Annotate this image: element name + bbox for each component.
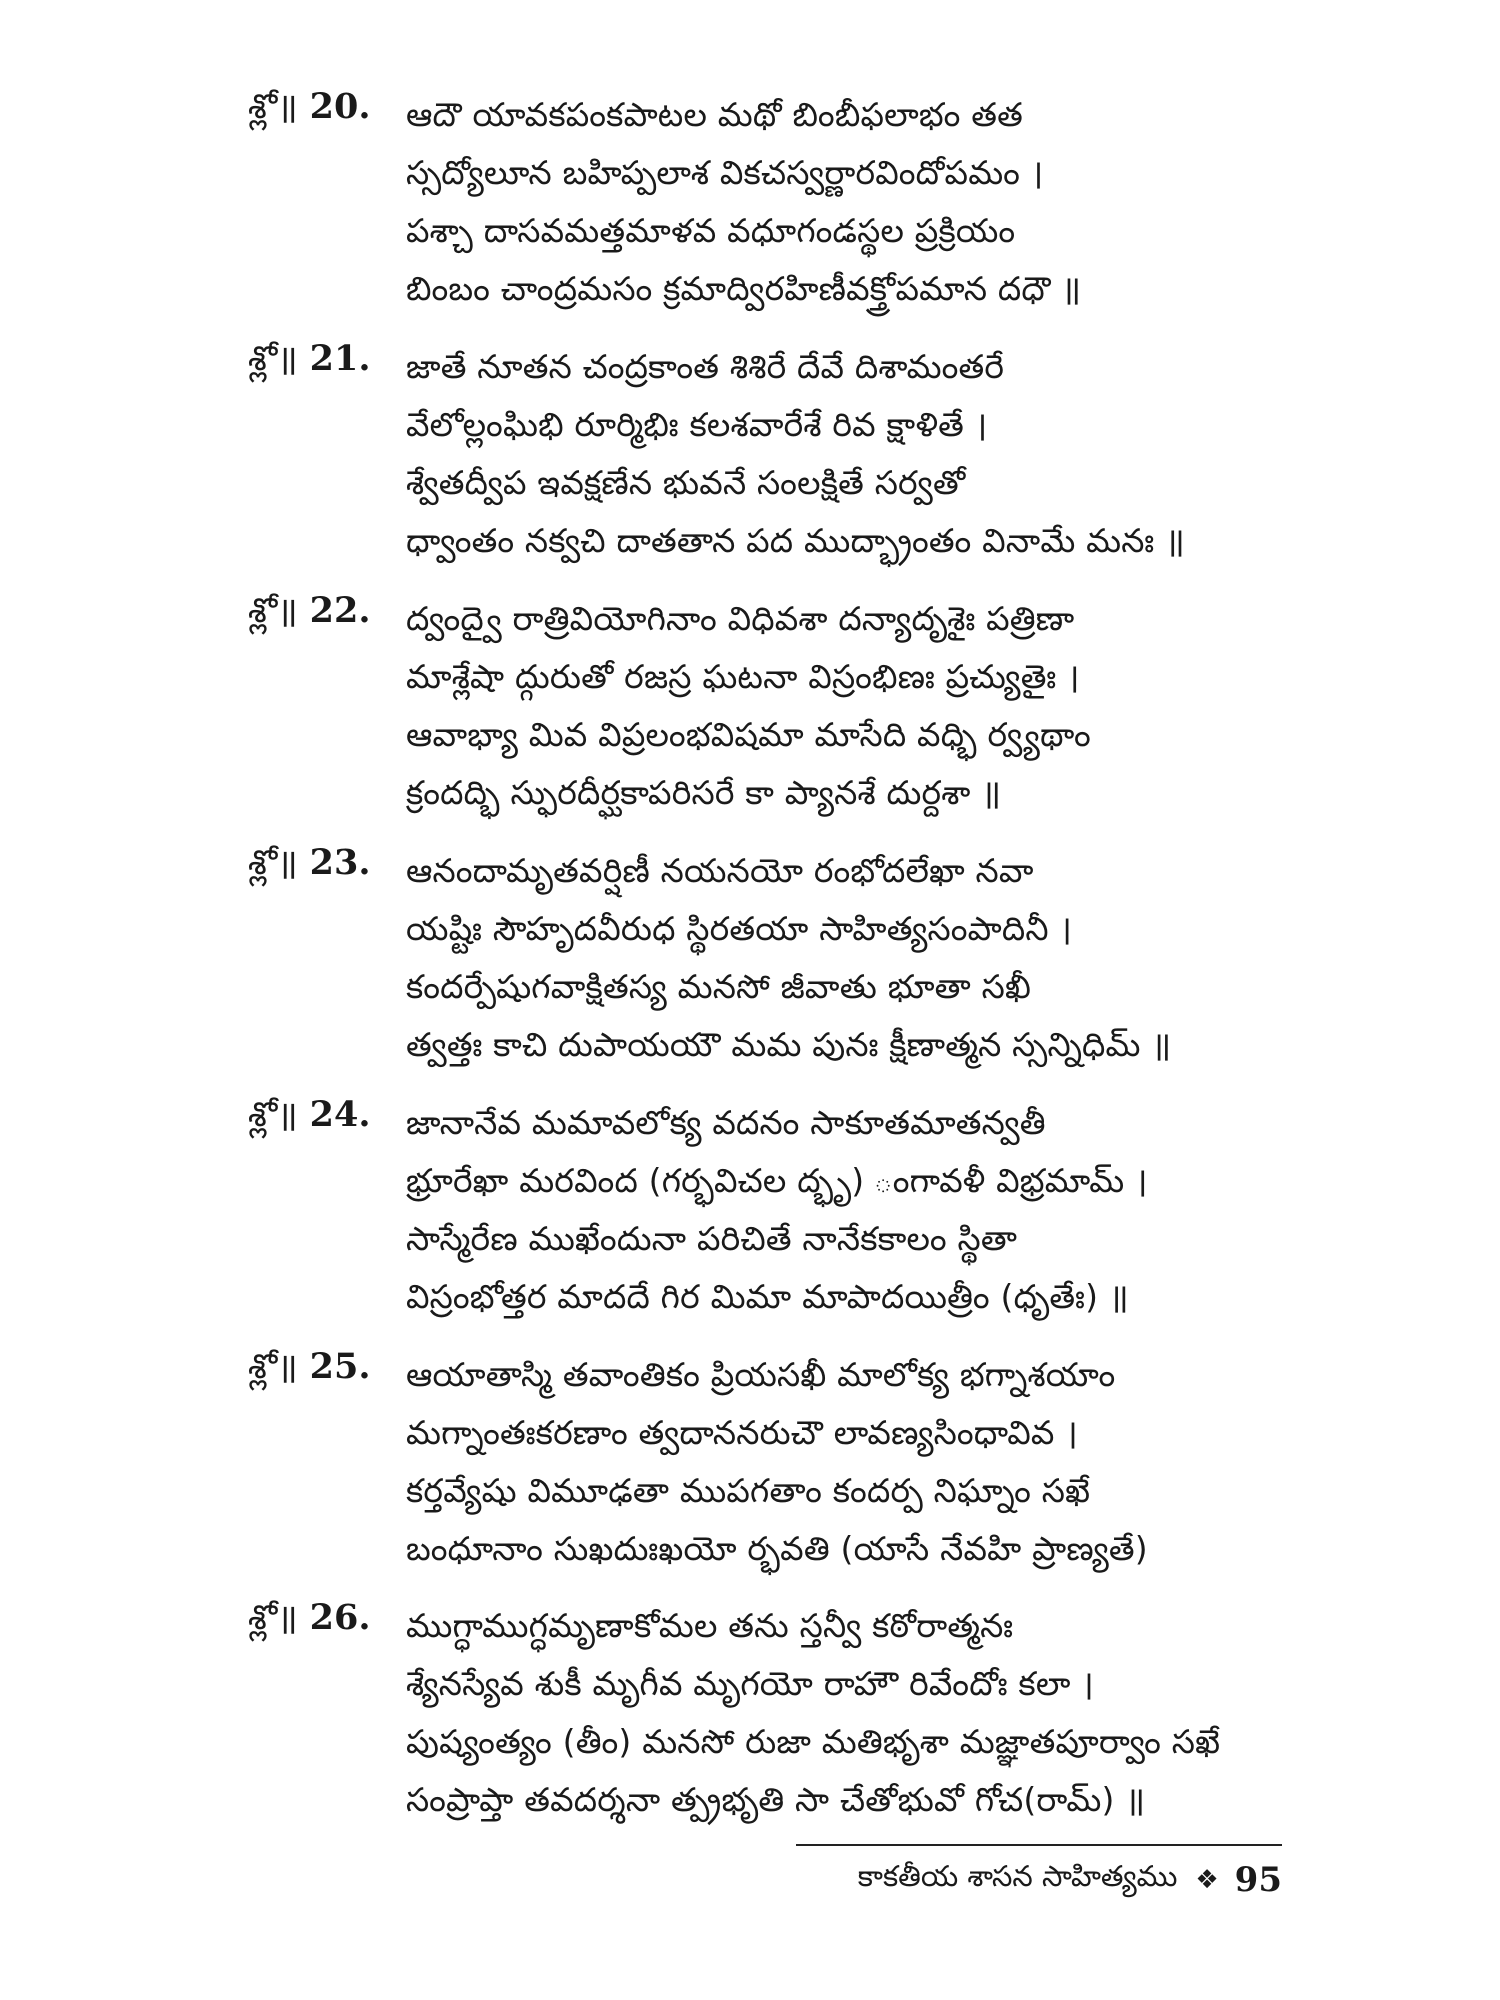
verse-lines <box>406 1346 1148 1578</box>
verse-line: వేలోల్లంఘిభి రూర్మిభిః కలశవారేశే రివ క్షాళితే । <box>406 405 988 444</box>
page-footer <box>796 1858 1282 1902</box>
verse-number: 23. <box>309 842 371 883</box>
shloka-label: శ్లో॥ <box>248 339 298 379</box>
shloka-label: శ్లో॥ <box>248 1598 298 1638</box>
verse-line: విస్రంభోత్తర మాదదే గిర మిమా మాపాదయిత్రీం (ధృతేః) ॥ <box>406 1277 1129 1316</box>
verse-line: ఆవాభ్యా మివ విప్రలంభవిషమా మాసేది వధ్భి ర్వ్యథాం <box>406 715 1091 754</box>
verse-lines <box>406 338 1185 570</box>
shloka-label: శ్లో॥ <box>248 87 298 127</box>
verse-line: యష్టిః సౌహృదవీరుధ స్థిరతయా సాహిత్యసంపాదినీ । <box>406 909 1073 948</box>
verse-line: పుష్యంత్యం (తీం) మనసో రుజా మతిభృశా మజ్ఞాతపూర్వాం సఖే <box>406 1722 1221 1761</box>
verse-lines <box>406 1094 1148 1326</box>
verse-number: 21. <box>309 338 371 379</box>
verse-header <box>248 338 371 387</box>
verse-number: 22. <box>309 590 371 631</box>
verse-line: బింబం చాంద్రమసం క్రమాద్విరహిణీవక్త్రోపమాన దధౌ ॥ <box>406 269 1082 308</box>
verse-line: సంప్రాప్తా తవదర్శనా త్ప్రభృతి సా చేతోభువో గోచ(రామ్) ॥ <box>406 1780 1146 1819</box>
footer-divider <box>796 1844 1282 1846</box>
verse-line: త్వత్తః కాచి దుపాయయౌ మమ పునః క్షీణాత్మన స్సన్నిధిమ్ ॥ <box>406 1025 1172 1064</box>
ornament-icon: ❖ <box>1195 1865 1219 1895</box>
verse-line: మగ్నాంతఃకరణాం త్వదాననరుచౌ లావణ్యసింధావివ । <box>406 1413 1078 1452</box>
verse-number: 20. <box>309 86 371 127</box>
verse-lines <box>406 590 1091 822</box>
verse-header <box>248 842 371 891</box>
shloka-label: శ్లో॥ <box>248 1095 298 1135</box>
verse-line: ఆదౌ యావకపంకపాటల మథో బింబీఫలాభం తత <box>406 95 1024 134</box>
verse-line: జాతే నూతన చంద్రకాంత శిశిరే దేవే దిశామంతరే <box>406 347 1005 386</box>
verse-line: ధ్వాంతం నక్వచి దాతతాన పద ముద్భ్రాంతం వినామే మనః ॥ <box>406 521 1186 560</box>
page-number: 95 <box>1234 1860 1282 1900</box>
verse-lines <box>406 86 1081 318</box>
verse-line: క్రందద్భి స్ఫురదీర్ఘకాపరిసరే కా ప్యానశే దుర్దశా ॥ <box>406 773 1002 812</box>
verse-line: స్సద్యోలూన బహిప్పలాశ వికచస్వర్ణారవిందోపమం । <box>406 153 1044 192</box>
verse-line: ముగ్ధాముగ్ధమృణాకోమల తను స్తన్వీ కఠోరాత్మనః <box>406 1606 1014 1645</box>
verse-lines <box>406 1597 1220 1829</box>
verse-line: సాస్మేరేణ ముఖేందునా పరిచితే నానేకకాలం స్థితా <box>406 1219 1018 1258</box>
shloka-label: శ్లో॥ <box>248 1347 298 1387</box>
shloka-label: శ్లో॥ <box>248 591 298 631</box>
verse-number: 24. <box>309 1094 371 1135</box>
verse-header <box>248 1094 371 1143</box>
verse-number: 25. <box>309 1346 371 1387</box>
verse-header <box>248 86 371 135</box>
verse-line: శ్యేనస్యేవ శుకీ మృగీవ మృగయో రాహౌ రివేందోః కలా । <box>406 1664 1094 1703</box>
verse-line: పశ్చా దాసవమత్తమాళవ వధూగండస్థల ప్రక్రియం <box>406 211 1016 250</box>
verse-line: బంధూనాం సుఖదుఃఖయో ర్భవతి (యాసే నేవహి ప్రాణ్యతే) <box>406 1529 1148 1568</box>
book-title: కాకతీయ శాసన సాహిత్యము <box>857 1859 1178 1893</box>
verse-line: శ్వేతద్వీప ఇవక్షణేన భువనే సంలక్షితే సర్వతో <box>406 463 966 502</box>
verse-number: 26. <box>309 1597 371 1638</box>
shloka-label: శ్లో॥ <box>248 843 298 883</box>
verse-header <box>248 590 371 639</box>
verse-header <box>248 1597 371 1646</box>
verse-line: జానానేవ మమావలోక్య వదనం సాకూతమాతన్వతీ <box>406 1103 1046 1142</box>
verse-line: కర్తవ్యేషు విమూఢతా ముపగతాం కందర్ప నిఘ్నాం సఖే <box>406 1471 1091 1510</box>
verse-header <box>248 1346 371 1395</box>
verse-lines <box>406 842 1171 1074</box>
verse-line: కందర్పేషుగవాక్షితస్య మనసో జీవాతు భూతా సఖీ <box>406 967 1032 1006</box>
verse-line: ఆనందామృతవర్షిణీ నయనయో రంభోదలేఖా నవా <box>406 851 1034 890</box>
verse-line: ద్వంద్వై రాత్రివియోగినాం విధివశా దన్యాదృశైః పత్రిణా <box>406 599 1075 638</box>
verse-line: ఆయాతాస్మి తవాంతికం ప్రియసఖీ మాలోక్య భగ్నాశయాం <box>406 1355 1116 1394</box>
verse-line: మాశ్లేషా ద్గురుతో రజస్ర ఘటనా విస్రంభిణః ప్రచ్యుతైః । <box>406 657 1080 696</box>
verse-line: భ్రూరేఖా మరవింద (గర్భవిచల ద్భృ) ంగావళీ విభ్రమామ్ । <box>406 1161 1148 1200</box>
